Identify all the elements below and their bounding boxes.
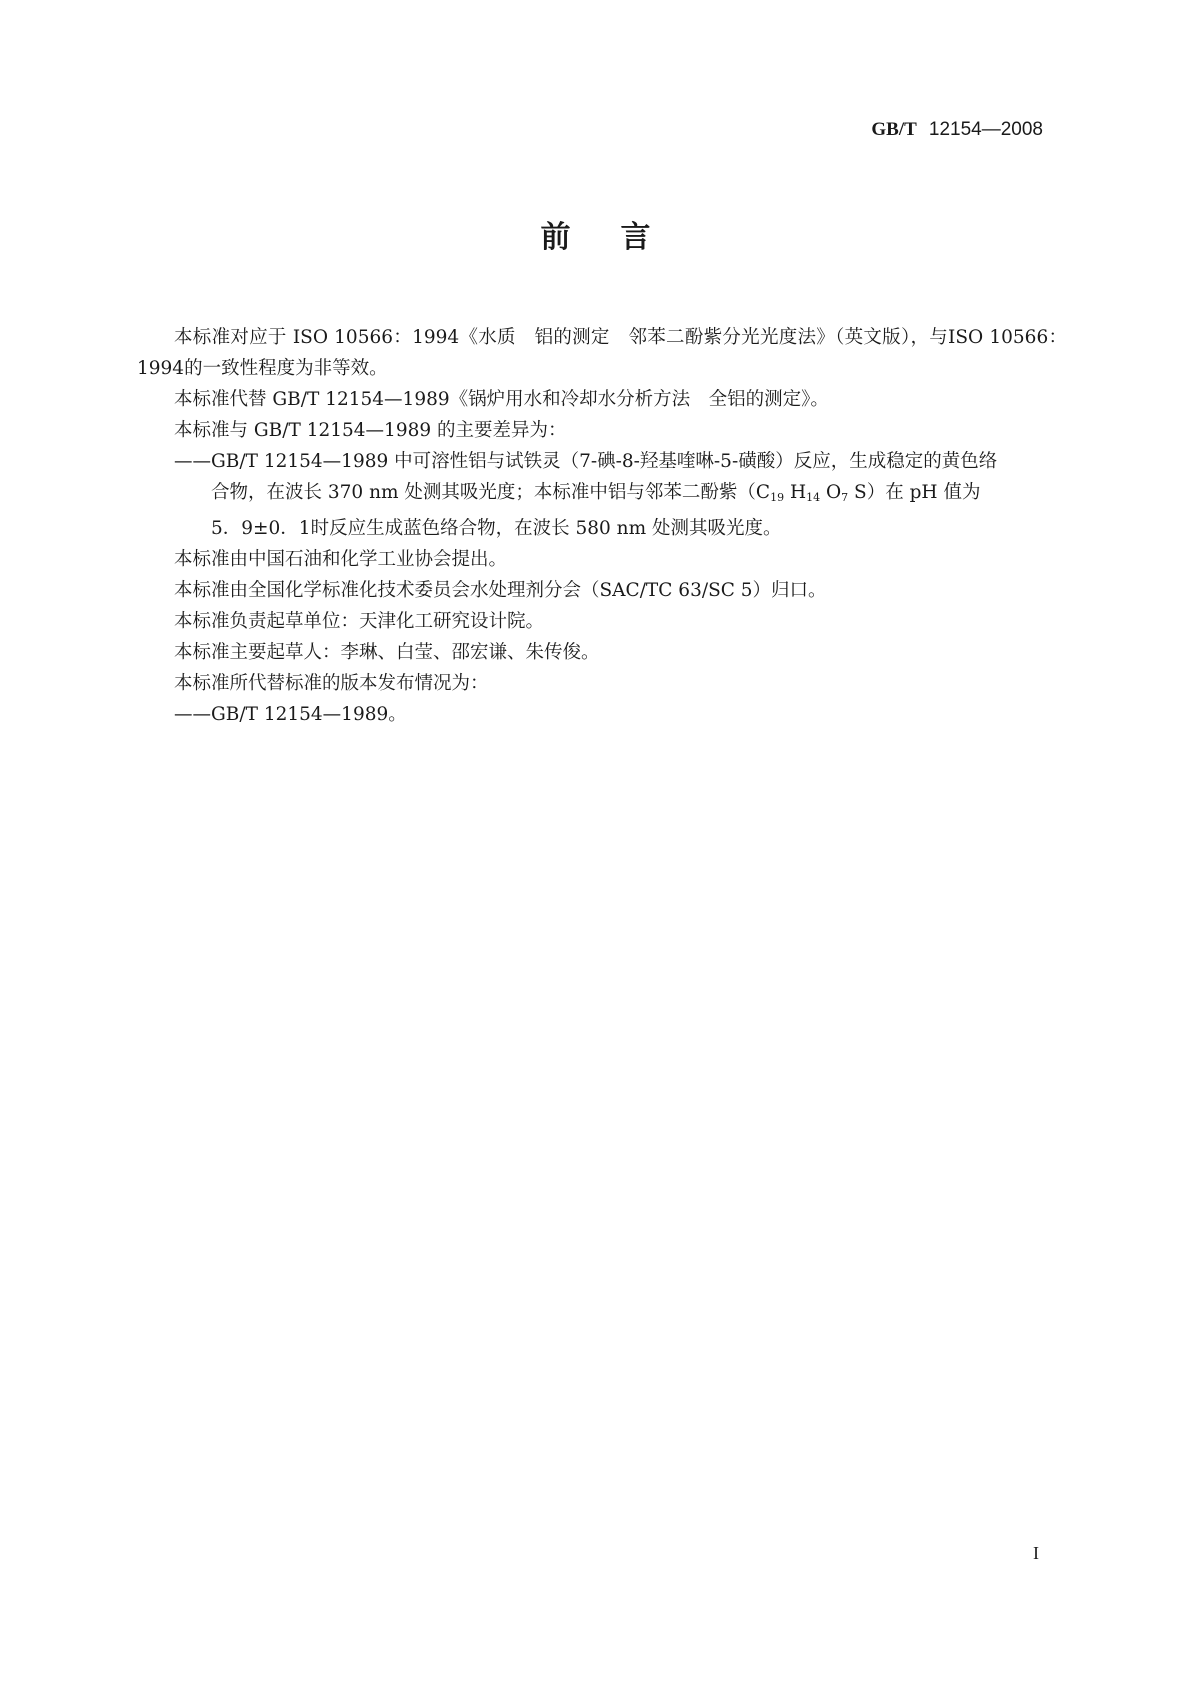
difference-item: [137, 446, 1067, 544]
paragraph-drafting-unit: 本标准负责起草单位：天津化工研究设计院。: [174, 611, 545, 632]
difference-line-2: 合物，在波长 370 nm 处测其吸光度；本标准中铝与邻苯二酚紫（$C_{19}$ $H_{14}$ $O_7$ S）在 pH 值为: [211, 482, 981, 504]
dash-marker: ——: [174, 451, 211, 472]
standard-number: 12154—2008: [928, 119, 1043, 140]
difference-line-1: GB/T 12154—1989 中可溶性铝与试铁灵（7-碘-8-羟基喹啉-5-磺酸）反应，生成稳定的黄色络: [211, 451, 998, 472]
page-number: I: [1033, 1543, 1039, 1563]
standard-code: [871, 118, 1043, 141]
paragraph-differences-intro: 本标准与 GB/T 12154—1989 的主要差异为：: [174, 420, 567, 441]
standard-prefix: GB/T: [871, 119, 917, 140]
difference-line-3: 5．9±0．1时反应生成蓝色络合物，在波长 580 nm 处测其吸光度。: [211, 518, 782, 539]
dash-marker: ——: [174, 704, 211, 725]
paragraph-proposed-by: 本标准由中国石油和化学工业协会提出。: [174, 549, 508, 570]
paragraph-drafters: 本标准主要起草人：李琳、白莹、邵宏谦、朱传俊。: [174, 642, 600, 663]
paragraph-centralized-by: 本标准由全国化学标准化技术委员会水处理剂分会（SAC/TC 63/SC 5）归口。: [174, 580, 827, 601]
paragraph-replaces: 本标准代替 GB/T 12154—1989《锅炉用水和冷却水分析方法 全铝的测定》。: [174, 389, 829, 410]
document-body: [137, 322, 1067, 730]
paragraph-previous-editions: 本标准所代替标准的版本发布情况为：: [174, 673, 489, 694]
page-title: 前言: [540, 220, 701, 255]
paragraph-correspondence: 本标准对应于 ISO 10566：1994《水质 铝的测定 邻苯二酚紫分光光度法》（英文版），与ISO 10566：1994的一致性程度为非等效。: [137, 327, 1067, 379]
previous-version-item: [137, 699, 1067, 730]
previous-version-text: GB/T 12154—1989。: [211, 704, 407, 725]
